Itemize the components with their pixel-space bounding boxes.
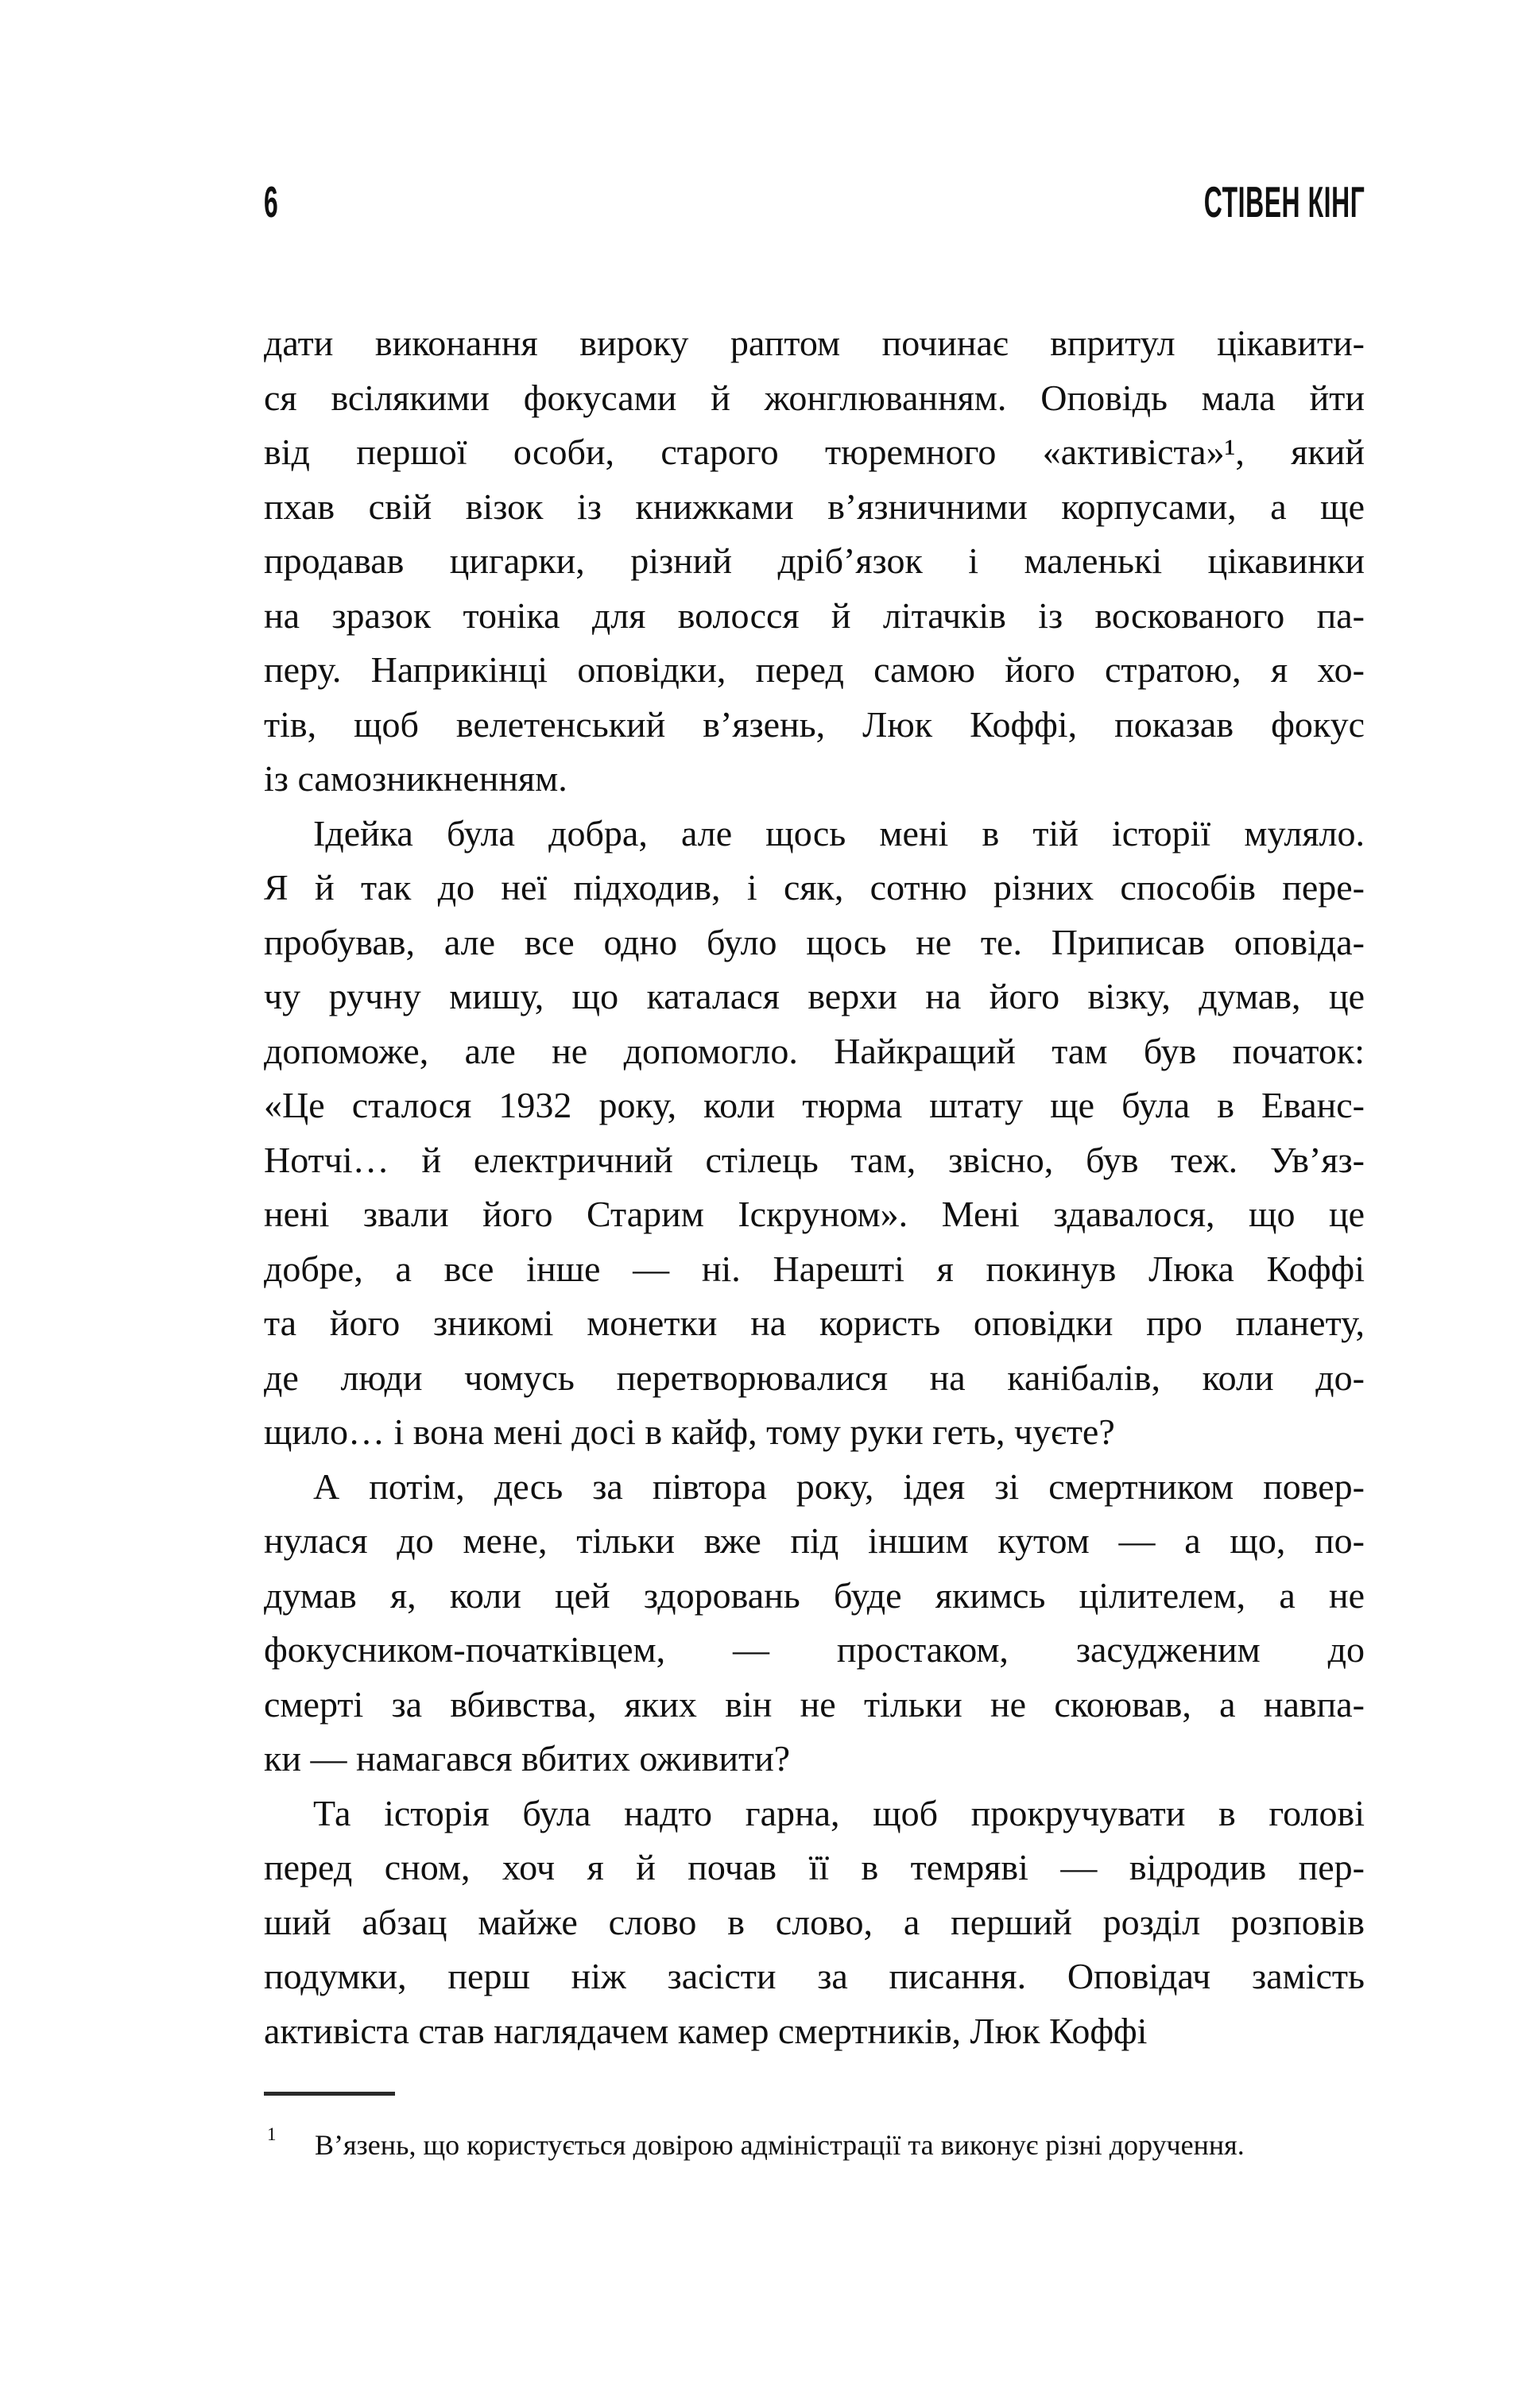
text-line: Нотчі… й електричний стілець там, звісно, був теж. Ув’яз- bbox=[264, 1139, 1365, 1180]
footnote-divider bbox=[264, 2092, 395, 2096]
text-line: А потім, десь за півтора року, ідея зі смертником повер- bbox=[313, 1465, 1365, 1507]
footnote bbox=[264, 2116, 1365, 2163]
text-line: пробував, але все одно було щось не те. Приписав оповіда- bbox=[264, 921, 1365, 962]
page-number: 6 bbox=[264, 177, 278, 226]
text-line: добре, а все інше — ні. Нарешті я покинув Люка Коффі bbox=[264, 1248, 1365, 1289]
text-line: де люди чомусь перетворювалися на канібалів, коли до- bbox=[264, 1357, 1365, 1398]
page-header bbox=[264, 177, 1365, 226]
text-line: на зразок тоніка для волосся й літачків із воскованого па- bbox=[264, 594, 1365, 636]
text-line: Я й так до неї підходив, і сяк, сотню різних способів пере- bbox=[264, 867, 1365, 908]
text-line: думав я, коли цей здоровань буде якимсь цілителем, а не bbox=[264, 1574, 1365, 1616]
text-line: тів, щоб велетенський в’язень, Люк Коффі, показав фокус bbox=[264, 703, 1365, 745]
text-line: допоможе, але не допомогло. Найкращий там був початок: bbox=[264, 1030, 1365, 1071]
text-line: продавав цигарки, різний дріб’язок і маленькі цікавинки bbox=[264, 540, 1365, 581]
text-line: дати виконання вироку раптом починає впритул цікавити- bbox=[264, 323, 1365, 363]
text-line: нулася до мене, тільки вже під іншим кутом — а що, по- bbox=[264, 1520, 1365, 1561]
text-line: активіста став наглядачем камер смертників, Люк Коффі bbox=[264, 2010, 1148, 2051]
body-text bbox=[264, 316, 1365, 2058]
text-line: перу. Наприкінці оповідки, перед самою його стратою, я хо- bbox=[264, 649, 1365, 690]
text-line: із самозникненням. bbox=[264, 758, 567, 799]
text-line: Та історія була надто гарна, щоб прокручувати в голові bbox=[313, 1792, 1365, 1833]
text-line: від першої особи, старого тюремного «активіста»¹, який bbox=[264, 432, 1365, 472]
footnote-marker: 1 bbox=[267, 2124, 277, 2144]
text-line: ся всілякими фокусами й жонглюванням. Оповідь мала йти bbox=[264, 377, 1365, 418]
text-line: смерті за вбивства, яких він не тільки не скоював, а навпа- bbox=[264, 1683, 1365, 1725]
text-line: пхав свій візок із книжками в’язничними корпусами, а ще bbox=[264, 486, 1365, 527]
text-line: фокусником-початківцем, — простаком, засудженим до bbox=[264, 1629, 1365, 1670]
text-line: ки — намагався вбитих оживити? bbox=[264, 1738, 791, 1779]
text-line: чу ручну мишу, що каталася верхи на його візку, думав, це bbox=[264, 976, 1365, 1016]
text-line: ший абзац майже слово в слово, а перший розділ розповів bbox=[264, 1901, 1365, 1942]
text-line: «Це сталося 1932 року, коли тюрма штату ще була в Еванс- bbox=[264, 1085, 1365, 1125]
text-line: Ідейка була добра, але щось мені в тій історії муляло. bbox=[313, 812, 1365, 854]
text-line: та його зникомі монетки на користь оповідки про планету, bbox=[264, 1303, 1365, 1343]
text-line: перед сном, хоч я й почав її в темряві — відродив пер- bbox=[264, 1847, 1365, 1887]
text-line: нені звали його Старим Іскруном». Мені здавалося, що це bbox=[264, 1194, 1365, 1234]
footnote-text: В’язень, що користується довірою адміністрації та виконує різні доручення. bbox=[315, 2129, 1245, 2161]
running-title: СТІВЕН КІНГ bbox=[1203, 177, 1365, 226]
text-line: подумки, перш ніж засісти за писання. Оповідач замість bbox=[264, 1956, 1365, 1996]
footnote-area bbox=[264, 2092, 1365, 2163]
text-line: щило… і вона мені досі в кайф, тому руки геть, чуєте? bbox=[264, 1411, 1115, 1452]
